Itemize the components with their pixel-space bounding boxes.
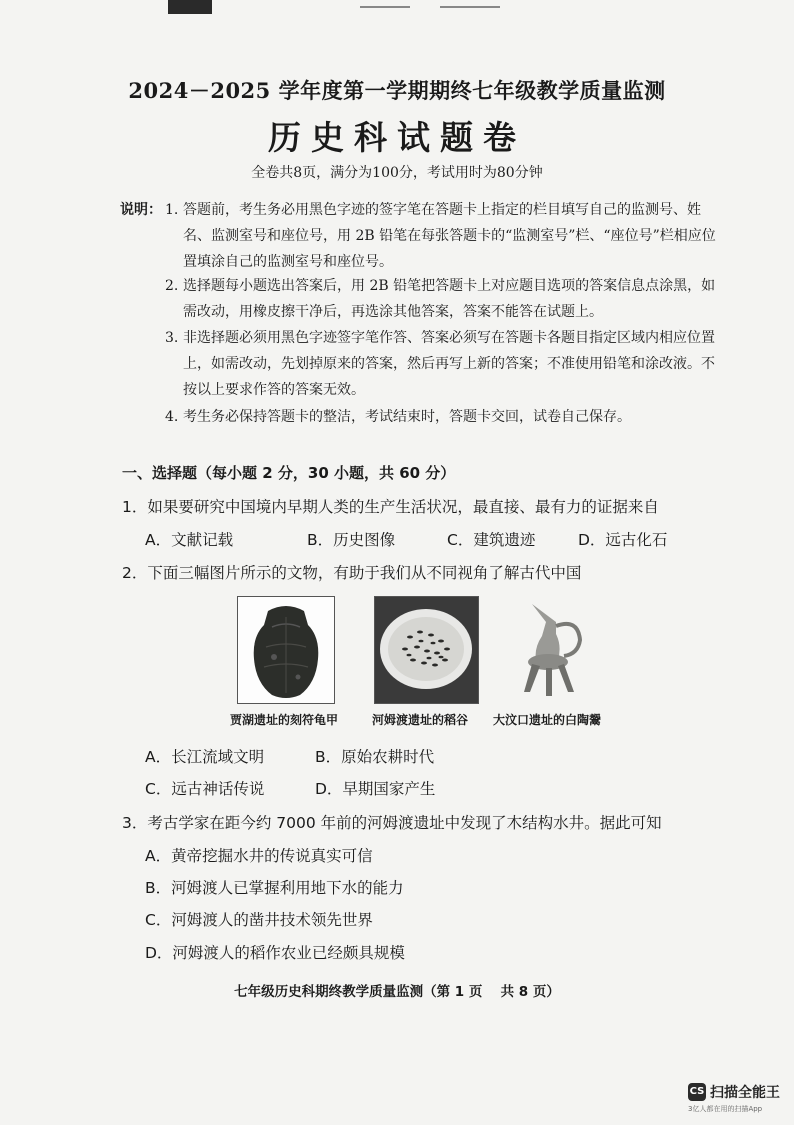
option: B．河姆渡人已掌握利用地下水的能力: [145, 879, 404, 897]
figure-caption: 河姆渡遗址的稻谷: [372, 713, 469, 727]
figure-caption: 大汶口遗址的白陶鬶: [493, 713, 602, 727]
tortoise-shell-image: [238, 597, 334, 703]
instruction-item: [165, 325, 725, 405]
instruction-text: 答题前，考生务必用黑色字迹的签字笔在答题卡上指定的栏目填写自己的监测号、姓名、监测室号和座位号，用 2B 铅笔在每张答题卡的“监测室号”栏、“座位号”栏相应位置填涂自己的监测室号和座位号。: [183, 202, 716, 270]
option: A．黄帝挖掘水井的传说真实可信: [145, 847, 373, 865]
pottery-figure: [512, 596, 596, 702]
instruction-text: 考生务必保持答题卡的整洁，考试结束时，答题卡交回，试卷自己保存。: [183, 409, 631, 425]
rice-grains-image: [375, 597, 478, 703]
instruction-text: 选择题每小题选出答案后，用 2B 铅笔把答题卡上对应题目选项的答案信息点涂黑，如需改动，用橡皮擦干净后，再选涂其他答案，答案不能答在试题上。: [183, 278, 716, 320]
option: B．历史图像: [307, 531, 396, 549]
instruction-item: [165, 273, 725, 325]
instruction-number: 1.: [165, 202, 179, 218]
page-footer: 七年级历史科期终教学质量监测（第 1 页 共 8 页）: [234, 984, 560, 1000]
tortoise-shell-figure: [237, 596, 335, 704]
rice-grains-figure: [374, 596, 479, 704]
question-stem: 1．如果要研究中国境内早期人类的生产生活状况，最直接、最有力的证据来自: [122, 498, 659, 516]
pottery-gui-image: [512, 596, 596, 702]
question-stem: 3．考古学家在距今约 7000 年前的河姆渡遗址中发现了木结构水井。据此可知: [122, 814, 662, 832]
watermark-tagline: 3亿人都在用的扫描App: [688, 1105, 763, 1113]
option: C．河姆渡人的凿井技术领先世界: [145, 911, 373, 929]
exam-info: 全卷共8页，满分为100分，考试用时为80分钟: [251, 165, 543, 181]
scan-line: [360, 6, 410, 8]
option: D．早期国家产生: [315, 780, 436, 798]
watermark-name: 扫描全能王: [710, 1085, 780, 1101]
instruction-number: 2.: [165, 278, 179, 294]
subject-title: 历史科试题卷: [268, 118, 526, 157]
instructions-label: 说明：: [120, 202, 162, 218]
instruction-text: 非选择题必须用黑色字迹签字笔作答、答案必须写在答题卡各题目指定区域内相应位置上，如需改动，先划掉原来的答案，然后再写上新的答案；不准使用铅笔和涂改液。不按以上要求作答的答案无效。: [183, 330, 715, 398]
option: C．远古神话传说: [145, 780, 265, 798]
question-stem: 2．下面三幅图片所示的文物，有助于我们从不同视角了解古代中国: [122, 564, 582, 582]
option: A．长江流域文明: [145, 748, 265, 766]
figure-caption: 贾湖遗址的刻符龟甲: [230, 713, 339, 727]
option: B．原始农耕时代: [315, 748, 435, 766]
section-heading: 一、选择题（每小题 2 分，30 小题，共 60 分）: [122, 464, 456, 482]
instruction-item: [165, 404, 725, 430]
option: D．河姆渡人的稻作农业已经颇具规模: [145, 944, 405, 962]
scan-mark: [168, 0, 212, 14]
instruction-number: 3.: [165, 330, 179, 346]
option: A．文献记载: [145, 531, 234, 549]
instruction-number: 4.: [165, 409, 179, 425]
exam-title: 2024－2025 学年度第一学期期终七年级教学质量监测: [128, 78, 666, 103]
instruction-item: [165, 197, 725, 277]
option: D．远古化石: [578, 531, 668, 549]
scan-line: [440, 6, 500, 8]
option: C．建筑遗迹: [447, 531, 536, 549]
camscanner-logo-icon: CS: [688, 1083, 706, 1101]
